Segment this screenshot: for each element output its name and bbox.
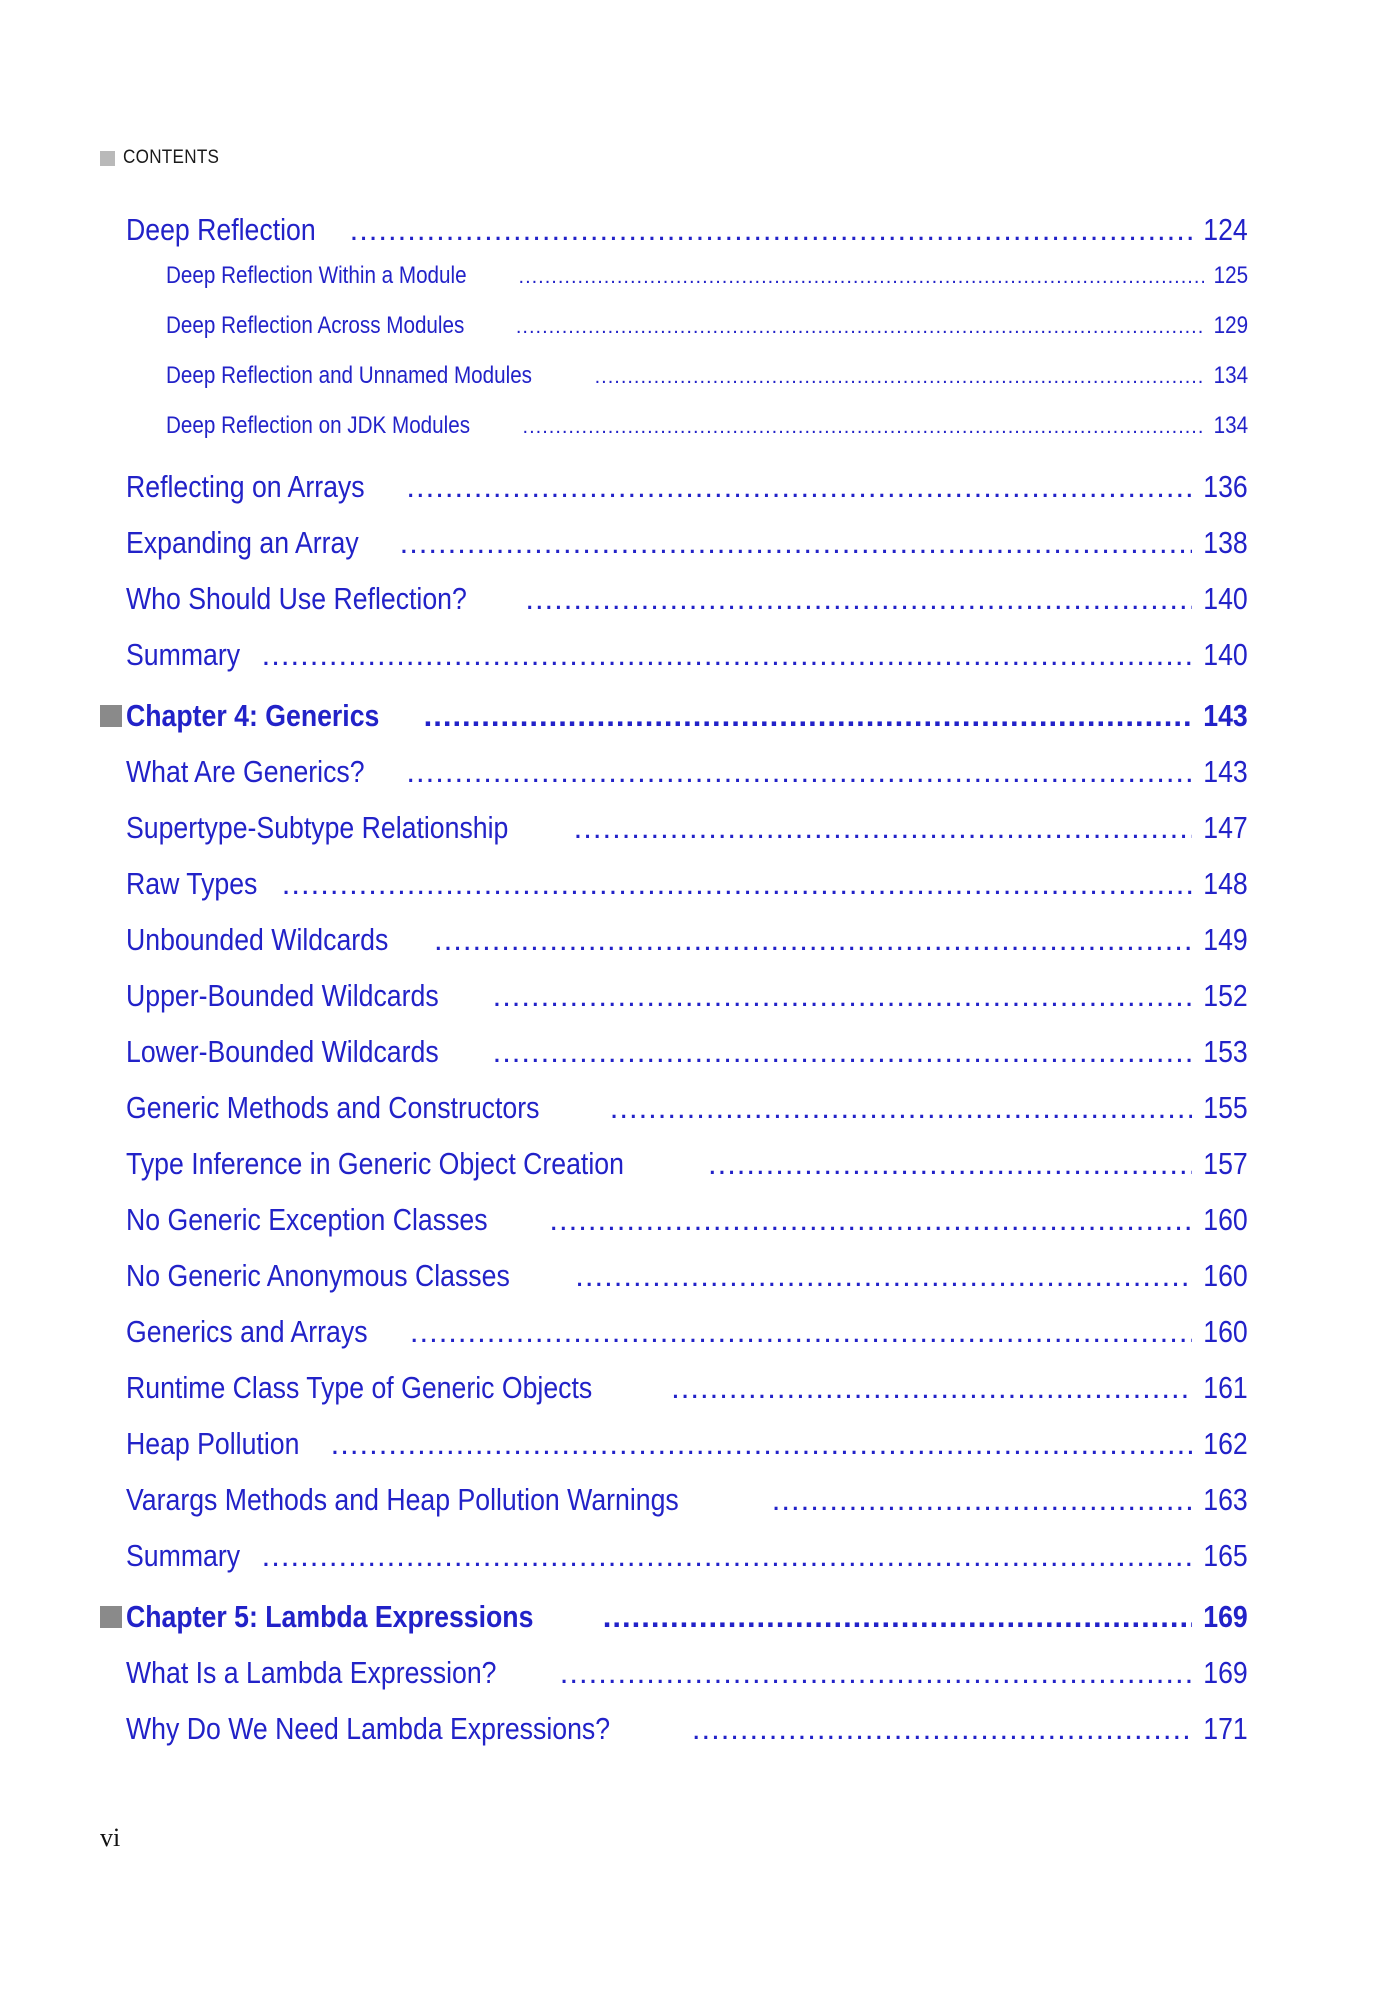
toc-entry-title: Heap Pollution (126, 1426, 300, 1461)
toc-section-entry[interactable] (126, 1538, 1248, 1574)
toc-section-entry[interactable] (126, 1034, 1248, 1070)
toc-section-entry[interactable] (126, 581, 1248, 617)
toc-entry-page: 129 (1213, 312, 1248, 339)
toc-section-entry[interactable] (126, 978, 1248, 1014)
toc-entry-page: 149 (1203, 922, 1248, 957)
toc-section-entry[interactable] (126, 1482, 1248, 1518)
toc-entry-title: Type Inference in Generic Object Creation (126, 1146, 624, 1181)
toc-subsection-entry[interactable] (166, 362, 1248, 390)
toc-entry-page: 162 (1203, 1426, 1248, 1461)
dot-leader (410, 1314, 1192, 1350)
toc-section-entry[interactable] (126, 1090, 1248, 1126)
toc-entry-title: Generics and Arrays (126, 1314, 368, 1349)
toc-section-entry[interactable] (126, 1370, 1248, 1406)
toc-entry-title: Lower-Bounded Wildcards (126, 1034, 439, 1069)
toc-entry-page: 160 (1203, 1314, 1248, 1349)
toc-subsection-entry[interactable] (166, 262, 1248, 290)
dot-leader (671, 1370, 1192, 1406)
dot-leader (523, 416, 1204, 439)
toc-section-entry[interactable] (126, 1314, 1248, 1350)
chapter-square-icon (100, 705, 122, 727)
toc-entry-page: 165 (1203, 1538, 1248, 1573)
dot-leader (772, 1482, 1193, 1518)
toc-entry-title: Deep Reflection on JDK Modules (166, 412, 471, 439)
header-square-icon (100, 151, 115, 166)
toc-section-entry[interactable] (126, 754, 1248, 790)
toc-section-entry[interactable] (126, 212, 1248, 248)
toc-entry-page: 169 (1203, 1599, 1248, 1634)
toc-entry-page: 157 (1203, 1146, 1248, 1181)
toc-section-entry[interactable] (126, 469, 1248, 505)
toc-section-entry[interactable] (126, 1146, 1248, 1182)
toc-entry-page: 134 (1213, 362, 1248, 389)
toc-entry-title: Reflecting on Arrays (126, 469, 365, 504)
toc-entry-title: Upper-Bounded Wildcards (126, 978, 439, 1013)
dot-leader (434, 922, 1192, 958)
dot-leader (595, 366, 1204, 389)
dot-leader (560, 1655, 1192, 1691)
toc-section-entry[interactable] (126, 810, 1248, 846)
toc-entry-page: 155 (1203, 1090, 1248, 1125)
running-header-title: CONTENTS (123, 147, 220, 168)
toc-entry-title: Deep Reflection and Unnamed Modules (166, 362, 533, 389)
toc-entry-title: Supertype-Subtype Relationship (126, 810, 509, 845)
running-header (100, 148, 230, 168)
toc-entry-page: 138 (1203, 525, 1248, 560)
toc-entry-title: Deep Reflection Across Modules (166, 312, 465, 339)
toc-entry-title: No Generic Exception Classes (126, 1202, 488, 1237)
dot-leader (282, 866, 1192, 902)
toc-entry-title: Expanding an Array (126, 525, 359, 560)
toc-entry-page: 143 (1203, 754, 1248, 789)
toc-entry-title: Deep Reflection (126, 212, 316, 247)
toc-entry-page: 134 (1213, 412, 1248, 439)
toc-entry-title: What Is a Lambda Expression? (126, 1655, 497, 1690)
dot-leader (400, 525, 1193, 561)
toc-subsection-entry[interactable] (166, 412, 1248, 440)
toc-entry-title: Generic Methods and Constructors (126, 1090, 540, 1125)
toc-entry-page: 161 (1203, 1370, 1248, 1405)
toc-entry-title: Summary (126, 637, 241, 672)
toc-entry-page: 140 (1203, 581, 1248, 616)
toc-entry-title: Chapter 5: Lambda Expressions (126, 1599, 534, 1634)
dot-leader (610, 1090, 1193, 1126)
toc-section-entry[interactable] (126, 1711, 1248, 1747)
toc-section-entry[interactable] (126, 637, 1248, 673)
toc-entry-title: Why Do We Need Lambda Expressions? (126, 1711, 611, 1746)
dot-leader (692, 1711, 1192, 1747)
toc-chapter-entry[interactable] (100, 1599, 1248, 1635)
dot-leader (406, 754, 1192, 790)
toc-entry-page: 136 (1203, 469, 1248, 504)
toc-entry-title: Chapter 4: Generics (126, 698, 380, 733)
toc-entry-title: Who Should Use Reflection? (126, 581, 467, 616)
dot-leader (708, 1146, 1192, 1182)
dot-leader (350, 212, 1193, 248)
toc-entry-page: 171 (1203, 1711, 1248, 1746)
toc-entry-page: 169 (1203, 1655, 1248, 1690)
dot-leader (493, 1034, 1193, 1070)
toc-entry-title: Runtime Class Type of Generic Objects (126, 1370, 593, 1405)
toc-entry-title: Summary (126, 1538, 241, 1573)
toc-entry-page: 152 (1203, 978, 1248, 1013)
toc-section-entry[interactable] (126, 1258, 1248, 1294)
dot-leader (262, 637, 1193, 673)
toc-section-entry[interactable] (126, 922, 1248, 958)
dot-leader (406, 469, 1192, 505)
toc-entry-page: 140 (1203, 637, 1248, 672)
toc-chapter-entry[interactable] (100, 698, 1248, 734)
toc-subsection-entry[interactable] (166, 312, 1248, 340)
dot-leader (519, 266, 1204, 289)
toc-entry-page: 160 (1203, 1202, 1248, 1237)
toc-entry-title: Unbounded Wildcards (126, 922, 389, 957)
toc-section-entry[interactable] (126, 1655, 1248, 1691)
toc-entry-page: 163 (1203, 1482, 1248, 1517)
toc-entry-page: 125 (1213, 262, 1248, 289)
toc-entry-title: Raw Types (126, 866, 258, 901)
chapter-square-icon (100, 1606, 122, 1628)
dot-leader (493, 978, 1193, 1014)
toc-entry-page: 147 (1203, 810, 1248, 845)
dot-leader (575, 1258, 1192, 1294)
toc-entry-title: What Are Generics? (126, 754, 365, 789)
page-number: vi (100, 1823, 121, 1852)
toc-entry-page: 148 (1203, 866, 1248, 901)
toc-entry-title: Deep Reflection Within a Module (166, 262, 467, 289)
toc-entry-page: 160 (1203, 1258, 1248, 1293)
dot-leader (549, 1202, 1192, 1238)
toc-section-entry[interactable] (126, 1426, 1248, 1462)
toc-section-entry[interactable] (126, 525, 1248, 561)
toc-section-entry[interactable] (126, 1202, 1248, 1238)
toc-entry-page: 153 (1203, 1034, 1248, 1069)
dot-leader (574, 810, 1193, 846)
toc-entry-title: No Generic Anonymous Classes (126, 1258, 510, 1293)
dot-leader (516, 316, 1204, 339)
toc-entry-page: 124 (1203, 212, 1248, 247)
dot-leader (603, 1599, 1193, 1635)
toc-entry-title: Varargs Methods and Heap Pollution Warnings (126, 1482, 679, 1517)
dot-leader (262, 1538, 1193, 1574)
dot-leader (331, 1426, 1193, 1462)
toc-section-entry[interactable] (126, 866, 1248, 902)
dot-leader (424, 698, 1193, 734)
toc-entry-page: 143 (1203, 698, 1248, 733)
dot-leader (525, 581, 1192, 617)
